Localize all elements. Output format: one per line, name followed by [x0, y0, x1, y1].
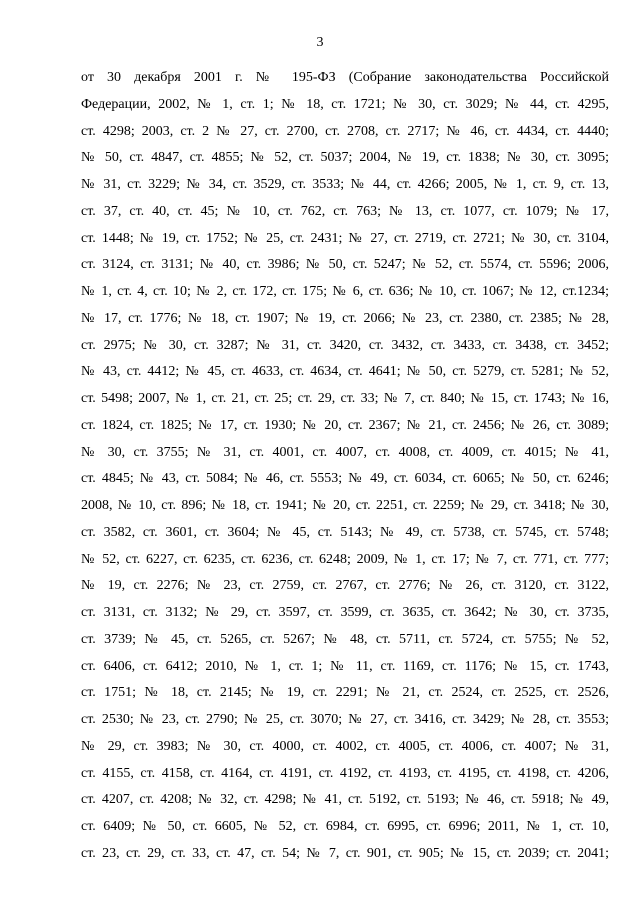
text-line: ст. 3582, ст. 3601, ст. 3604; № 45, ст. 5143; № 49, ст. 5738, ст. 5745, ст. 5748; [81, 524, 609, 540]
text-line: ст. 4298; 2003, ст. 2 № 27, ст. 2700, ст. 2708, ст. 2717; № 46, ст. 4434, ст. 4440; [81, 123, 609, 139]
text-line: № 43, ст. 4412; № 45, ст. 4633, ст. 4634, ст. 4641; № 50, ст. 5279, ст. 5281; № 52, [81, 364, 609, 380]
text-line: № 31, ст. 3229; № 34, ст. 3529, ст. 3533; № 44, ст. 4266; 2005, № 1, ст. 9, ст. 13, [81, 177, 609, 192]
text-line: № 19, ст. 2276; № 23, ст. 2759, ст. 2767, ст. 2776; № 26, ст. 3120, ст. 3122, [81, 578, 609, 594]
text-line: ст. 2975; № 30, ст. 3287; № 31, ст. 3420, ст. 3432, ст. 3433, ст. 3438, ст. 3452; [81, 337, 609, 353]
text-line: ст. 1824, ст. 1825; № 17, ст. 1930; № 20, ст. 2367; № 21, ст. 2456; № 26, ст. 3089; [81, 417, 609, 433]
text-line: ст. 3739; № 45, ст. 5265, ст. 5267; № 48, ст. 5711, ст. 5724, ст. 5755; № 52, [81, 631, 609, 647]
text-line: № 30, ст. 3755; № 31, ст. 4001, ст. 4007, ст. 4008, ст. 4009, ст. 4015; № 41, [81, 444, 609, 460]
body-text [81, 65, 609, 868]
text-line: ст. 2530; № 23, ст. 2790; № 25, ст. 3070; № 27, ст. 3416, ст. 3429; № 28, ст. 3553; [81, 712, 609, 727]
text-line: № 1, ст. 4, ст. 10; № 2, ст. 172, ст. 175; № 6, ст. 636; № 10, ст. 1067; № 12, ст.1234; [81, 284, 609, 299]
text-line: ст. 23, ст. 29, ст. 33, ст. 47, ст. 54; № 7, ст. 901, ст. 905; № 15, ст. 2039; ст. 2041; [81, 845, 609, 861]
text-line: ст. 3124, ст. 3131; № 40, ст. 3986; № 50, ст. 5247; № 52, ст. 5574, ст. 5596; 2006, [81, 257, 609, 273]
text-line: № 17, ст. 1776; № 18, ст. 1907; № 19, ст. 2066; № 23, ст. 2380, ст. 2385; № 28, [81, 310, 609, 326]
text-line: 2008, № 10, ст. 896; № 18, ст. 1941; № 20, ст. 2251, ст. 2259; № 29, ст. 3418; № 30, [81, 498, 609, 513]
text-line: ст. 6409; № 50, ст. 6605, № 52, ст. 6984, ст. 6995, ст. 6996; 2011, № 1, ст. 10, [81, 819, 609, 834]
text-line: ст. 1448; № 19, ст. 1752; № 25, ст. 2431; № 27, ст. 2719, ст. 2721; № 30, ст. 3104, [81, 230, 609, 246]
text-line: от 30 декабря 2001 г. № 195-ФЗ (Собрание законодательства Российской [81, 70, 609, 85]
page-number: 3 [316, 35, 324, 50]
text-line: Федерации, 2002, № 1, ст. 1; № 18, ст. 1721; № 30, ст. 3029; № 44, ст. 4295, [81, 96, 609, 112]
text-line: № 29, ст. 3983; № 30, ст. 4000, ст. 4002, ст. 4005, ст. 4006, ст. 4007; № 31, [81, 738, 609, 754]
text-line: ст. 4845; № 43, ст. 5084; № 46, ст. 5553; № 49, ст. 6034, ст. 6065; № 50, ст. 6246; [81, 471, 609, 487]
text-line: ст. 3131, ст. 3132; № 29, ст. 3597, ст. 3599, ст. 3635, ст. 3642; № 30, ст. 3735, [81, 605, 609, 620]
text-line: № 50, ст. 4847, ст. 4855; № 52, ст. 5037; 2004, № 19, ст. 1838; № 30, ст. 3095; [81, 150, 609, 166]
text-line: ст. 1751; № 18, ст. 2145; № 19, ст. 2291; № 21, ст. 2524, ст. 2525, ст. 2526, [81, 685, 609, 701]
text-line: ст. 4207, ст. 4208; № 32, ст. 4298; № 41, ст. 5192, ст. 5193; № 46, ст. 5918; № 49, [81, 792, 609, 808]
text-line: ст. 4155, ст. 4158, ст. 4164, ст. 4191, ст. 4192, ст. 4193, ст. 4195, ст. 4198, ст. 4206, [81, 765, 609, 781]
text-line: ст. 5498; 2007, № 1, ст. 21, ст. 25; ст. 29, ст. 33; № 7, ст. 840; № 15, ст. 1743; № 16, [81, 391, 609, 406]
text-line: ст. 37, ст. 40, ст. 45; № 10, ст. 762, ст. 763; № 13, ст. 1077, ст. 1079; № 17, [81, 203, 609, 219]
text-line: ст. 6406, ст. 6412; 2010, № 1, ст. 1; № 11, ст. 1169, ст. 1176; № 15, ст. 1743, [81, 658, 609, 674]
text-line: № 52, ст. 6227, ст. 6235, ст. 6236, ст. 6248; 2009, № 1, ст. 17; № 7, ст. 771, ст. 777; [81, 551, 609, 567]
